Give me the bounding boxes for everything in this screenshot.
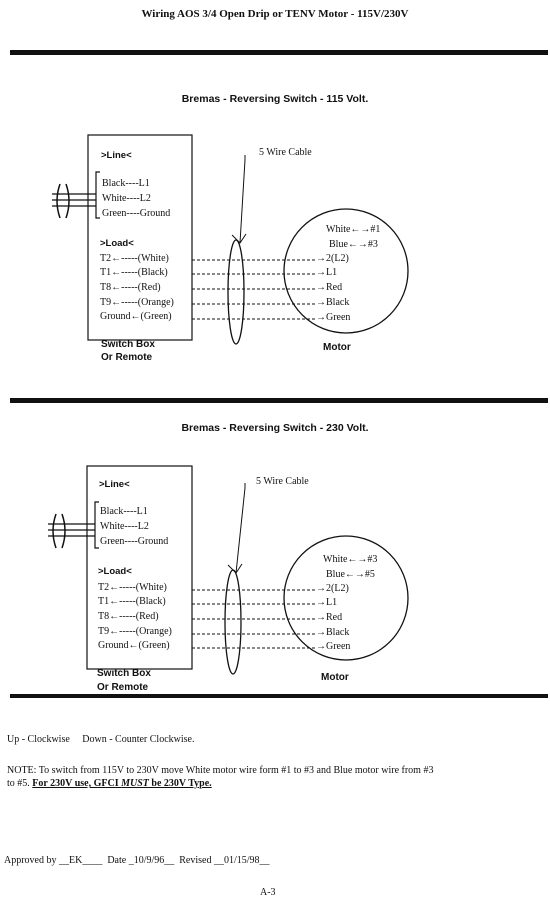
load-wire-230v: T2←-----(White) [98,582,167,593]
load-wire-230v: T9←-----(Orange) [98,626,172,637]
approval-line: Approved by __EK____ Date _10/9/96__ Revised __01/15/98__ [4,855,270,866]
motor-label-230v: Motor [321,672,349,683]
cable-label-115v: 5 Wire Cable [259,147,312,158]
motor-wire-115v: →Red [316,282,343,293]
switch-box-label-115v: Or Remote [101,352,153,363]
note-must-emphasis: MUST [121,778,149,789]
switch-box-label-115v: Switch Box [101,339,155,350]
line-wire-230v: Green----Ground [100,536,169,547]
load-wire-230v: T8←-----(Red) [98,611,159,622]
load-wire-230v: T1←-----(Black) [98,596,166,607]
cable-bundle-230v [225,570,241,674]
line-wire-115v: Green----Ground [102,208,171,219]
power-cord-230v [48,502,99,548]
load-header-115v: >Load< [100,238,134,249]
motor-wire-115v: →2(L2) [316,253,349,264]
power-cord-115v [52,172,100,218]
load-wire-115v: Ground←(Green) [100,311,172,322]
motor-top-230v: Blue←→#5 [326,569,375,580]
line-wire-230v: White----L2 [100,521,149,532]
motor-wire-115v: →L1 [316,267,338,278]
cable-label-230v: 5 Wire Cable [256,476,309,487]
line-header-230v: >Line< [99,479,130,490]
note-gfci-warning: For 230V use, GFCI [32,778,122,789]
note-line-2-plain: to #5. [7,778,33,789]
load-wire-230v: Ground←(Green) [98,640,170,651]
direction-legend: Up - Clockwise Down - Counter Clockwise. [7,734,195,745]
note-gfci-type: be 230V Type. [148,778,212,789]
motor-wire-230v: →Green [316,641,351,652]
load-wire-115v: T9←-----(Orange) [100,297,174,308]
motor-label-115v: Motor [323,342,351,353]
load-wire-115v: T8←-----(Red) [100,282,161,293]
line-header-115v: >Line< [101,150,132,161]
line-wire-115v: White----L2 [102,193,151,204]
diagram-115v-title: Bremas - Reversing Switch - 115 Volt. [181,93,369,105]
motor-wire-230v: →L1 [316,597,338,608]
page-number: A-3 [260,887,276,898]
line-wire-230v: Black----L1 [100,506,148,517]
line-wire-115v: Black----L1 [102,178,150,189]
diagram-230v-title: Bremas - Reversing Switch - 230 Volt. [181,422,369,434]
cable-pointer-230v [236,483,245,573]
motor-wire-230v: →Red [316,612,343,623]
load-wire-115v: T1←-----(Black) [100,267,168,278]
note-line-1: NOTE: To switch from 115V to 230V move White motor wire form #1 to #3 and Blue motor wire from #3 [7,765,434,776]
load-header-230v: >Load< [98,566,132,577]
page-title: Wiring AOS 3/4 Open Drip or TENV Motor - 115V/230V [141,8,409,20]
motor-top-230v: White←→#3 [323,554,378,565]
note-line-2 [7,778,212,789]
motor-top-115v: Blue←→#3 [329,239,378,250]
load-wire-115v: T2←-----(White) [100,253,169,264]
motor-wire-230v: →2(L2) [316,583,349,594]
wires-230v [192,590,316,648]
motor-wire-230v: →Black [316,627,350,638]
switch-box-label-230v: Or Remote [97,682,149,693]
cable-pointer-115v [240,155,245,243]
cable-bundle-115v [228,240,244,344]
motor-wire-115v: →Green [316,312,351,323]
motor-top-115v: White←→#1 [326,224,381,235]
switch-box-label-230v: Switch Box [97,668,151,679]
motor-wire-115v: →Black [316,297,350,308]
